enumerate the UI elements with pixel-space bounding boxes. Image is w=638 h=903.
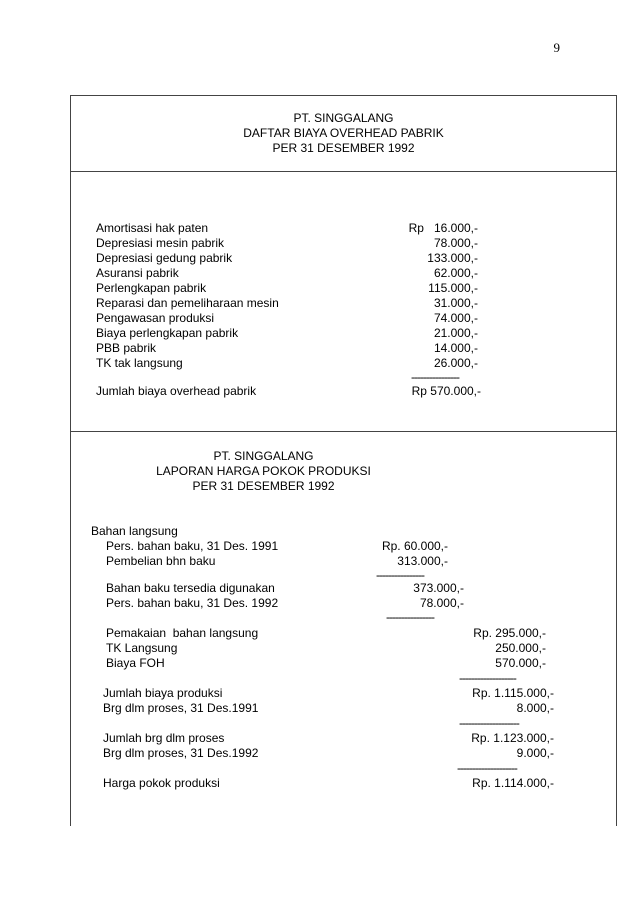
overhead-separator: ----------------: [411, 370, 459, 384]
overhead-item-label: PBB pabrik: [96, 341, 157, 355]
page-number: 9: [553, 40, 560, 55]
hpp-row-label: Brg dlm proses, 31 Des.1992: [103, 746, 259, 760]
hpp-separator: --------------------: [457, 761, 517, 775]
hpp-separator: ----------------: [386, 610, 434, 624]
overhead-item-value: 74.000,-: [433, 311, 478, 325]
overhead-item-value: 14.000,-: [433, 341, 478, 355]
hpp-total-label: Harga pokok produksi: [103, 776, 220, 790]
overhead-item-value: 115.000,-: [428, 281, 478, 295]
hpp-row-label: Pemakaian bahan langsung: [106, 626, 259, 640]
hpp-row-label: Pers. bahan baku, 31 Des. 1992: [106, 596, 279, 610]
overhead-item-value: Rp 16.000,-: [408, 221, 478, 235]
hpp-row-value: Rp. 1.123.000,-: [471, 731, 554, 745]
hpp-row-label: Pers. bahan baku, 31 Des. 1991: [106, 539, 279, 553]
hpp-separator: --------------------: [459, 716, 519, 730]
hpp-row-value: Rp. 1.115.000,-: [472, 686, 554, 700]
overhead-item-label: Depresiasi mesin pabrik: [96, 236, 225, 250]
hpp-row-value: 8.000,-: [516, 701, 554, 715]
overhead-total-value: Rp 570.000,-: [411, 384, 481, 398]
divider: [71, 171, 616, 172]
overhead-item-label: Pengawasan produksi: [96, 311, 215, 325]
hpp-row-value: 250.000,-: [495, 641, 546, 655]
overhead-item-value: 133.000,-: [427, 251, 478, 265]
hpp-row-value: 570.000,-: [495, 656, 546, 670]
overhead-title: DAFTAR BIAYA OVERHEAD PABRIK: [243, 126, 444, 140]
hpp-row-label: Jumlah biaya produksi: [103, 686, 223, 700]
hpp-row-label: Bahan baku tersedia digunakan: [106, 581, 275, 595]
hpp-row-label: Brg dlm proses, 31 Des.1991: [103, 701, 259, 715]
hpp-row-value: 313.000,-: [397, 554, 448, 568]
overhead-item-label: Depresiasi gedung pabrik: [96, 251, 233, 265]
hpp-separator: ----------------: [376, 568, 424, 582]
hpp-date: PER 31 DESEMBER 1992: [192, 479, 335, 493]
hpp-row-value: 9.000,-: [516, 746, 554, 760]
document-frame: [70, 95, 617, 826]
hpp-company: PT. SINGGALANG: [213, 449, 314, 463]
hpp-separator: -------------------: [459, 671, 516, 685]
hpp-row-label: Biaya FOH: [106, 656, 165, 670]
overhead-item-value: 31.000,-: [433, 296, 478, 310]
hpp-row-value: Rp. 295.000,-: [473, 626, 546, 640]
overhead-item-label: TK tak langsung: [96, 356, 183, 370]
hpp-section-label: Bahan langsung: [91, 524, 178, 538]
overhead-company: PT. SINGGALANG: [293, 111, 394, 125]
hpp-row-value: Rp. 60.000,-: [381, 539, 448, 553]
overhead-item-label: Perlengkapan pabrik: [96, 281, 207, 295]
overhead-item-label: Amortisasi hak paten: [96, 221, 209, 235]
overhead-item-label: Reparasi dan pemeliharaan mesin: [96, 296, 279, 310]
divider: [71, 431, 616, 432]
hpp-row-label: Jumlah brg dlm proses: [103, 731, 225, 745]
overhead-total-label: Jumlah biaya overhead pabrik: [96, 384, 257, 398]
hpp-row-value: 373.000,-: [413, 581, 464, 595]
overhead-date: PER 31 DESEMBER 1992: [272, 141, 415, 155]
overhead-item-value: 78.000,-: [433, 236, 478, 250]
hpp-row-value: 78.000,-: [419, 596, 464, 610]
hpp-title: LAPORAN HARGA POKOK PRODUKSI: [156, 464, 371, 478]
overhead-item-label: Asuransi pabrik: [96, 266, 179, 280]
overhead-item-value: 21.000,-: [433, 326, 478, 340]
overhead-item-value: 62.000,-: [433, 266, 478, 280]
overhead-item-value: 26.000,-: [433, 356, 478, 370]
hpp-total-value: Rp. 1.114.000,-: [472, 776, 554, 790]
hpp-row-label: TK Langsung: [106, 641, 178, 655]
overhead-item-label: Biaya perlengkapan pabrik: [96, 326, 239, 340]
hpp-row-label: Pembelian bhn baku: [106, 554, 216, 568]
